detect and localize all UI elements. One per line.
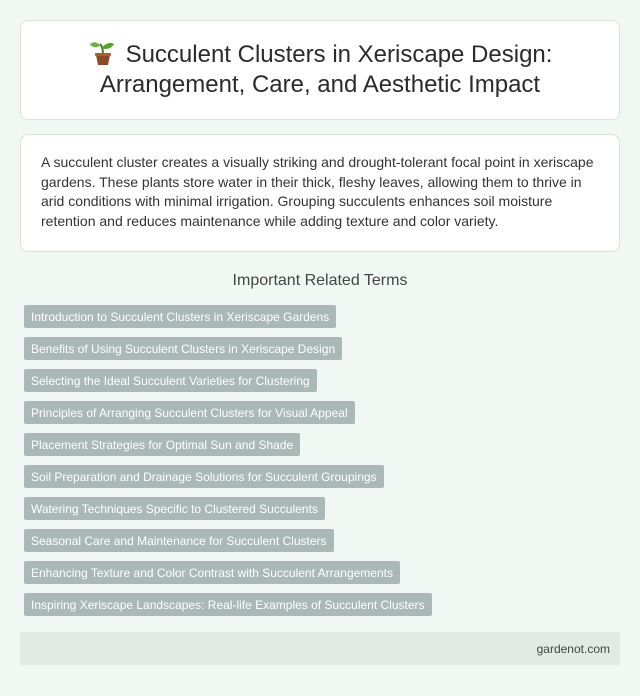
related-term-link[interactable]: Enhancing Texture and Color Contrast with Succulent Arrangements [24,561,400,584]
related-term-link[interactable]: Soil Preparation and Drainage Solutions for Succulent Groupings [24,465,384,488]
related-term-link[interactable]: Principles of Arranging Succulent Clusters for Visual Appeal [24,401,355,424]
related-term-link[interactable]: Watering Techniques Specific to Clustered Succulents [24,497,325,520]
related-term-link[interactable]: Seasonal Care and Maintenance for Succulent Clusters [24,529,334,552]
related-term-link[interactable]: Selecting the Ideal Succulent Varieties for Clustering [24,369,317,392]
related-term-link[interactable]: Introduction to Succulent Clusters in Xeriscape Gardens [24,305,336,328]
related-term-link[interactable]: Placement Strategies for Optimal Sun and Shade [24,433,300,456]
related-terms-list [24,305,620,625]
related-terms-heading: Important Related Terms [232,272,408,289]
page-title [21,40,619,100]
footer [20,632,620,665]
title-card [20,20,620,120]
related-term-link[interactable]: Benefits of Using Succulent Clusters in Xeriscape Design [24,337,342,360]
summary-text: A succulent cluster creates a visually striking and drought-tolerant focal point in xeriscape gardens. These plants store water in their thick, fleshy leaves, allowing them to thrive in arid conditions with minimal irrigation. Grouping succulents enhances soil moisture retention and reduces maintenance while adding texture and color variety. [41,154,594,229]
related-term-link[interactable]: Inspiring Xeriscape Landscapes: Real-life Examples of Succulent Clusters [24,593,432,616]
page-title-text: Succulent Clusters in Xeriscape Design: Arrangement, Care, and Aesthetic Impact [99,41,553,98]
footer-site-link[interactable]: gardenot.com [536,641,610,656]
summary-card [20,134,620,252]
seedling-icon [88,40,118,66]
